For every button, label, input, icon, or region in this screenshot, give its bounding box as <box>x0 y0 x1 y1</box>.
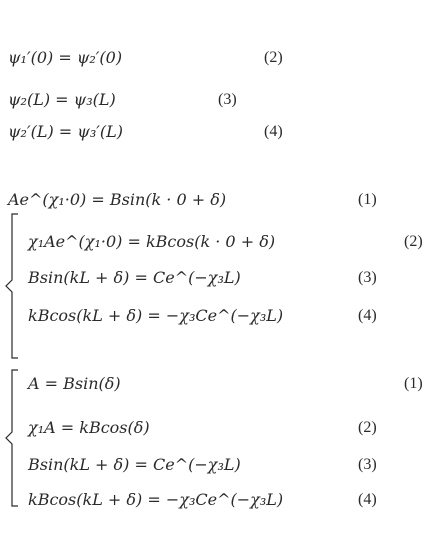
equation-number-b3-3: (3) <box>358 456 377 473</box>
brace-block3 <box>2 368 22 508</box>
equation-b3-1: A = Bsin(δ) <box>28 374 121 393</box>
equation-number-b1-1: (2) <box>264 49 283 66</box>
equation-number-b2-1: (1) <box>358 191 377 208</box>
brace-block2 <box>2 212 22 362</box>
equation-b1-3: ψ₂′(L) = ψ₃′(L) <box>8 122 123 141</box>
equation-number-b2-4: (4) <box>358 307 377 324</box>
equation-number-b2-2: (2) <box>404 233 423 250</box>
equation-number-b1-3: (4) <box>264 123 283 140</box>
equation-number-b3-2: (2) <box>358 419 377 436</box>
equation-b3-2: χ₁A = kBcos(δ) <box>28 418 150 437</box>
equation-b1-1: ψ₁′(0) = ψ₂′(0) <box>8 48 123 67</box>
equation-b2-2: χ₁Ae^(χ₁·0) = kBcos(k · 0 + δ) <box>28 232 276 251</box>
equation-b2-4: kBcos(kL + δ) = −χ₃Ce^(−χ₃L) <box>28 306 284 325</box>
equation-b2-3: Bsin(kL + δ) = Ce^(−χ₃L) <box>28 268 241 287</box>
equation-b3-4: kBcos(kL + δ) = −χ₃Ce^(−χ₃L) <box>28 490 284 509</box>
equation-b3-3: Bsin(kL + δ) = Ce^(−χ₃L) <box>28 455 241 474</box>
equation-number-b2-3: (3) <box>358 269 377 286</box>
equation-b1-2: ψ₂(L) = ψ₃(L) <box>8 90 116 109</box>
equation-number-b3-4: (4) <box>358 491 377 508</box>
equation-b2-1: Ae^(χ₁·0) = Bsin(k · 0 + δ) <box>8 190 227 209</box>
equation-number-b3-1: (1) <box>404 375 423 392</box>
equation-number-b1-2: (3) <box>218 91 237 108</box>
